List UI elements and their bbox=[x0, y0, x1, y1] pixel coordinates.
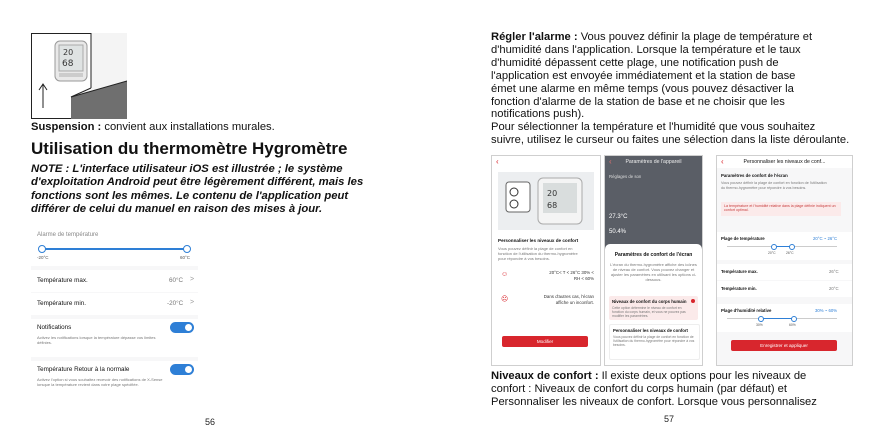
info-banner: La température et l'humidité relative dans la plage définie indiquent un confort optimal. bbox=[721, 202, 841, 216]
hum-max-tick: 60% bbox=[789, 323, 796, 327]
temp-min-row[interactable] bbox=[717, 281, 852, 297]
return-normal-description: Activez l'option si vous souhaitez recevoir des notifications de X-Sense lorsque la température revient dans votre plage spécifiée. bbox=[37, 377, 163, 387]
temp-range-card bbox=[717, 232, 852, 260]
comfort-screen-3 bbox=[716, 155, 853, 366]
slider-handle-max[interactable] bbox=[183, 245, 191, 253]
section-heading: Utilisation du thermomètre Hygromètre bbox=[31, 139, 348, 158]
min-temp-row[interactable] bbox=[31, 293, 198, 315]
device-image bbox=[498, 172, 594, 230]
comfort-paragraph bbox=[491, 370, 817, 409]
svg-text:68: 68 bbox=[62, 59, 74, 69]
option-1-title: Niveaux de confort du corps humain bbox=[612, 299, 687, 304]
save-apply-button[interactable]: Enregistrer et appliquer bbox=[731, 340, 837, 351]
alarm-line: d'humidité dépassent cette plage, une notification push de bbox=[491, 56, 779, 69]
svg-text:68: 68 bbox=[547, 201, 558, 210]
temp-max-tick: 26°C bbox=[786, 251, 794, 255]
temp-range-value: 20°C ~ 26°C bbox=[813, 236, 838, 241]
hum-range-value: 30% ~ 60% bbox=[815, 308, 838, 313]
option-2-description: Vous pouvez définir la plage de confort en fonction de l'utilisation du thermo-hygromètre pour répondre à vos besoins. bbox=[613, 335, 695, 347]
alarm-line: notifications push). bbox=[491, 108, 585, 121]
min-temp-value: -20°C bbox=[167, 300, 184, 307]
slider-handle-max[interactable] bbox=[789, 244, 795, 250]
note-line: différer de celui du manuel en raison des mises à jour. bbox=[31, 203, 323, 216]
customize-title: Personnaliser les niveaux de conf... bbox=[743, 159, 826, 165]
return-normal-toggle[interactable] bbox=[170, 364, 194, 375]
wall-mount-illustration bbox=[31, 33, 127, 119]
option-human-comfort[interactable] bbox=[609, 296, 698, 320]
note-line: d'exploitation Android peut être légèrement différent, mais les bbox=[31, 176, 364, 189]
happy-face-icon: ☺ bbox=[501, 271, 509, 278]
back-arrow-icon[interactable]: ‹ bbox=[496, 157, 499, 166]
suspension-text bbox=[31, 121, 275, 134]
sad-face-icon: ☹ bbox=[501, 296, 509, 303]
hum-min-tick: 30% bbox=[756, 323, 763, 327]
alarm-line: suivre, utilisez le curseur ou faites une sélection dans la liste déroulante. bbox=[491, 134, 850, 147]
back-arrow-icon[interactable]: ‹ bbox=[609, 157, 612, 166]
screen-2-topbar bbox=[605, 156, 702, 168]
hum-range-fill bbox=[760, 318, 793, 319]
alarm-paragraph bbox=[491, 31, 849, 147]
suspension-description: convient aux installations murales. bbox=[101, 121, 275, 133]
temp-min-tick: 20°C bbox=[768, 251, 776, 255]
notifications-toggle[interactable] bbox=[170, 322, 194, 333]
radio-selected-icon bbox=[691, 299, 695, 303]
option-2-title: Personnaliser les niveaux de confort bbox=[613, 328, 688, 333]
temp-max-row[interactable] bbox=[717, 264, 852, 280]
note-line: fonctions sont les mêmes. Le contenu de l'application peut bbox=[31, 189, 349, 202]
back-arrow-icon[interactable]: ‹ bbox=[721, 157, 724, 166]
notifications-card bbox=[31, 319, 198, 357]
chevron-right-icon: > bbox=[190, 276, 195, 283]
sheet-title: Paramètres de confort de l'écran bbox=[614, 252, 693, 258]
svg-text:20: 20 bbox=[63, 48, 74, 57]
temp-min-label: Température min. bbox=[721, 286, 757, 291]
notifications-description: Activez les notifications lorsque la température dépasse vos limites définies. bbox=[37, 335, 156, 345]
note-paragraph bbox=[31, 163, 363, 217]
comfort-line: Il existe deux options pour les niveaux de bbox=[598, 370, 807, 382]
screen-1-topbar bbox=[492, 156, 600, 168]
temp-min-value: 20°C bbox=[829, 286, 839, 291]
notifications-label: Notifications bbox=[37, 324, 72, 331]
alarm-label: Régler l'alarme : bbox=[491, 31, 578, 43]
hum-range-label: Plage d'humidité relative bbox=[721, 308, 772, 313]
thermometer-device-icon bbox=[498, 172, 594, 230]
sound-settings-label: Réglages de son bbox=[609, 174, 642, 179]
slider-min-label: -20°C bbox=[37, 255, 49, 260]
slider-handle-min[interactable] bbox=[771, 244, 777, 250]
modify-button[interactable]: Modifier bbox=[502, 336, 588, 347]
alarm-line: d'humidité dans l'application. Lorsque la température et le taux bbox=[491, 43, 801, 56]
alarm-line: Pour sélectionner la température et l'humidité que vous souhaitez bbox=[491, 121, 816, 134]
temperature-reading: 27.3°C bbox=[609, 214, 628, 220]
option-custom-comfort[interactable] bbox=[609, 324, 700, 360]
comfort-settings-sheet bbox=[605, 244, 702, 365]
page-number-right: 57 bbox=[664, 414, 675, 424]
alarm-card bbox=[31, 226, 198, 266]
custom-comfort-title: Personnaliser les niveaux de confort bbox=[498, 238, 579, 243]
chevron-right-icon: > bbox=[190, 299, 195, 306]
comfort-settings-section: Paramètres de confort de l'écran bbox=[721, 173, 788, 178]
temperature-range-slider[interactable] bbox=[41, 248, 188, 250]
comfort-screen-1 bbox=[491, 155, 601, 366]
option-1-description: Cette option détermine le niveau de confort en fonction du corps humain, et vous ne pouvez pas modifier les paramètres. bbox=[612, 306, 686, 318]
svg-text:20: 20 bbox=[547, 189, 558, 198]
temp-range-label: Plage de température bbox=[721, 236, 765, 241]
min-temp-label: Température min. bbox=[37, 300, 86, 307]
comfort-line: confort : Niveaux de confort du corps humain (par défaut) et bbox=[491, 382, 788, 395]
slider-handle-min[interactable] bbox=[38, 245, 46, 253]
hum-range-card bbox=[717, 304, 852, 332]
custom-comfort-description: Vous pouvez définir la plage de confort en fonction de l'utilisation du thermo-hygromètre pour répondre à vos besoins. bbox=[498, 246, 578, 261]
temp-max-value: 26°C bbox=[829, 269, 839, 274]
max-temp-label: Température max. bbox=[37, 277, 88, 284]
max-temp-row[interactable] bbox=[31, 270, 198, 292]
thermometer-wall-image bbox=[31, 33, 127, 119]
temp-range-slider[interactable] bbox=[727, 246, 837, 247]
slider-handle-min[interactable] bbox=[758, 316, 764, 322]
temp-max-label: Température max. bbox=[721, 269, 758, 274]
page-number-left: 56 bbox=[205, 417, 216, 427]
alarm-title: Alarme de température bbox=[37, 232, 99, 238]
alarm-line: Vous pouvez définir la plage de température et bbox=[577, 31, 813, 43]
slider-handle-max[interactable] bbox=[791, 316, 797, 322]
return-normal-card bbox=[31, 361, 198, 405]
alarm-line: fonction d'alarme de la station de base et ne choisir que les bbox=[491, 95, 785, 108]
customize-description: Vous pouvez définir la plage de confort en fonction de l'utilisation du thermo-hygromètre pour répondre à vos besoins. bbox=[721, 181, 827, 190]
note-line: NOTE : L'interface utilisateur iOS est illustrée ; le système bbox=[31, 163, 343, 175]
comfort-range-text: 20°C< T < 26°C 30% < RH < 60% bbox=[549, 270, 594, 281]
alarm-line: émet une alarme en même temps (vous pouvez désactiver la bbox=[491, 82, 794, 95]
discomfort-text: Dans d'autres cas, l'écran affiche un inconfort. bbox=[543, 294, 594, 305]
alarm-line: l'application est envoyée immédiatement et la station de base bbox=[491, 69, 796, 82]
device-settings-title: Paramètres de l'appareil bbox=[625, 159, 682, 165]
max-temp-value: 60°C bbox=[169, 277, 184, 284]
hum-range-slider[interactable] bbox=[727, 318, 837, 319]
suspension-label: Suspension : bbox=[31, 121, 102, 133]
alarm-settings-screenshot bbox=[31, 226, 198, 405]
return-normal-label: Température Retour à la normale bbox=[37, 366, 130, 373]
sheet-description: L'écran du thermo-hygromètre affiche des icônes de niveau de confort. Vous pouvez changer et ajuster les paramètres en utilisant les options ci-dessous. bbox=[610, 262, 697, 282]
comfort-screen-2 bbox=[604, 155, 703, 366]
comfort-line: Personnaliser les niveaux de confort. Lorsque vous personnalisez bbox=[491, 395, 817, 408]
comfort-label: Niveaux de confort : bbox=[491, 370, 599, 382]
humidity-reading: 50.4% bbox=[609, 229, 627, 235]
slider-max-label: 60°C bbox=[180, 255, 191, 260]
screen-3-topbar bbox=[717, 156, 852, 168]
